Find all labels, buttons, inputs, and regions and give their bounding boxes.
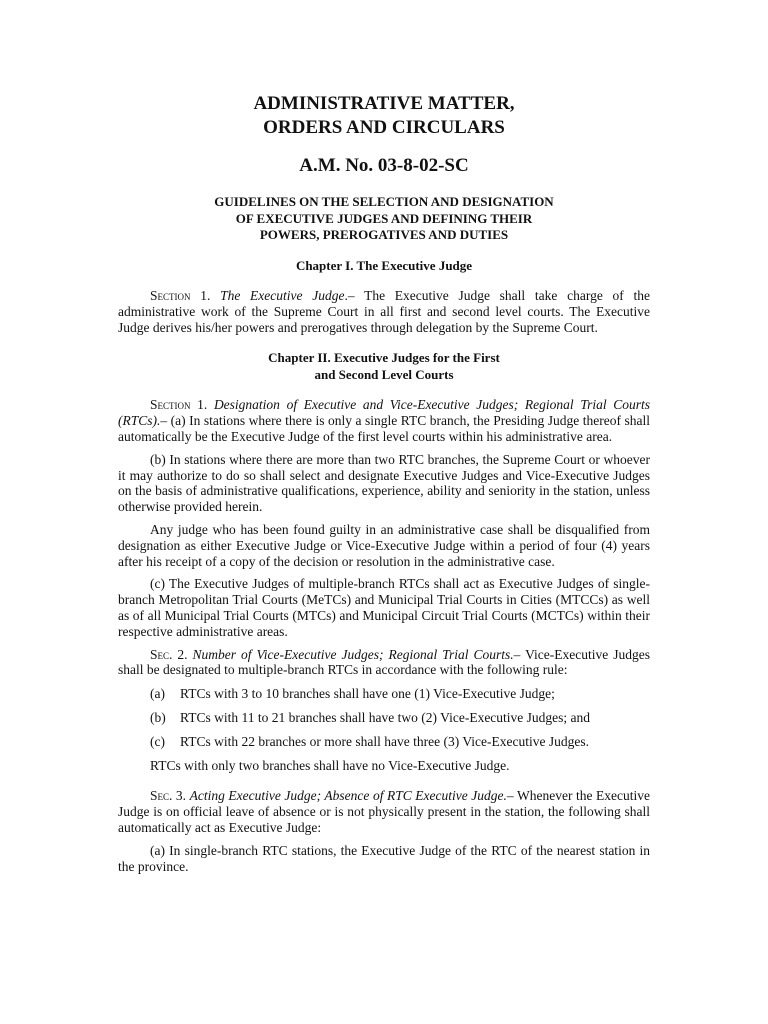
section-label: Section 1.	[150, 397, 208, 413]
section-heading: Number of Vice-Executive Judges; Regional Trial Courts.	[192, 646, 514, 662]
section-heading: The Executive Judge	[220, 288, 345, 303]
document-title	[118, 92, 650, 140]
chapter-2-title-line-1: Chapter II. Executive Judges for the First	[268, 350, 500, 366]
list-text: RTCs with 11 to 21 branches shall have two (2) Vice-Executive Judges; and	[180, 709, 591, 725]
section-text: – Whenever the Executive Judge is on official leave of absence or is not physically present in the station, the following shall automatically act as Executive Judge:	[118, 788, 650, 835]
subtitle-line-2: OF EXECUTIVE JUDGES AND DEFINING THEIR	[235, 210, 533, 226]
list-marker: (b)	[150, 709, 166, 725]
section-heading: Designation of Executive and Vice-Executive Judges; Regional Trial Courts (RTCs).	[118, 397, 650, 429]
list-text: RTCs with 22 branches or more shall have three (3) Vice-Executive Judges.	[180, 733, 590, 749]
section-heading: Acting Executive Judge; Absence of RTC Executive Judge.	[189, 788, 507, 804]
chapter-2-section-1	[118, 397, 650, 444]
chapter-1-title: Chapter I. The Executive Judge	[295, 257, 473, 273]
title-line-1: ADMINISTRATIVE MATTER,	[253, 93, 515, 114]
list-text: RTCs with 3 to 10 branches shall have one (1) Vice-Executive Judge;	[180, 686, 555, 702]
list-item	[118, 710, 650, 726]
section-text: – (a) In stations where there is only a single RTC branch, the Presiding Judge thereof shall automatically be the Executive Judge of the first level courts within his administrative area.	[118, 413, 650, 444]
chapter-2-title-line-2: and Second Level Courts	[314, 366, 454, 382]
paragraph-b: (b) In stations where there are more than two RTC branches, the Supreme Court or whoever it may authorize to do so shall select and designate Executive Judges and Vice-Executive Judges on the basis of administrative qualifications, experience, ability and seniority in the station, unless otherwise provided herein.	[118, 451, 650, 515]
section-text: .– The Executive Judge shall take charge of the administrative work of the Supreme Court in all first and second level courts. The Executive Judge derives his/her powers and prerogatives through delegation by the Supreme Court.	[118, 288, 650, 335]
section-label: Sec. 2.	[150, 646, 188, 662]
section-text: – Vice-Executive Judges shall be designated to multiple-branch RTCs in accordance with the following rule:	[118, 646, 651, 678]
subtitle-line-3: POWERS, PREROGATIVES AND DUTIES	[259, 227, 509, 242]
paragraph-two-branches: RTCs with only two branches shall have no Vice-Executive Judge.	[150, 757, 510, 773]
chapter-2-section-2	[118, 647, 650, 679]
section-label: Section 1.	[150, 288, 211, 303]
list-marker: (a)	[150, 686, 165, 702]
section-label: Sec. 3.	[150, 788, 187, 804]
list-item	[118, 686, 650, 702]
chapter-1-section-1	[118, 288, 650, 335]
paragraph-c: (c) The Executive Judges of multiple-branch RTCs shall act as Executive Judges of single-branch Metropolitan Trial Courts (MeTCs) and Municipal Trial Courts in Cities (MTCCs) as well as of all Municipal Trial Courts (MTCs) and Municipal Circuit Trial Courts (MCTCs) within their respective administrative areas.	[118, 576, 650, 639]
document-page	[118, 92, 650, 874]
subtitle-line-1: GUIDELINES ON THE SELECTION AND DESIGNATION	[214, 194, 554, 209]
list-item	[118, 734, 650, 750]
section-3-paragraph-a: (a) In single-branch RTC stations, the Executive Judge of the RTC of the nearest station in the province.	[118, 842, 650, 874]
list-marker: (c)	[150, 733, 165, 749]
guidelines-title	[118, 194, 650, 244]
chapter-2-section-3	[118, 788, 650, 835]
title-line-2: ORDERS AND CIRCULARS	[263, 117, 505, 138]
am-number: A.M. No. 03-8-02-SC	[299, 155, 469, 176]
paragraph-disqualification: Any judge who has been found guilty in an administrative case shall be disqualified from designation as either Executive Judge or Vice-Executive Judge within a period of four (4) years after his receipt of a copy of the decision or resolution in the administrative case.	[118, 521, 650, 569]
chapter-2-title	[118, 350, 650, 383]
